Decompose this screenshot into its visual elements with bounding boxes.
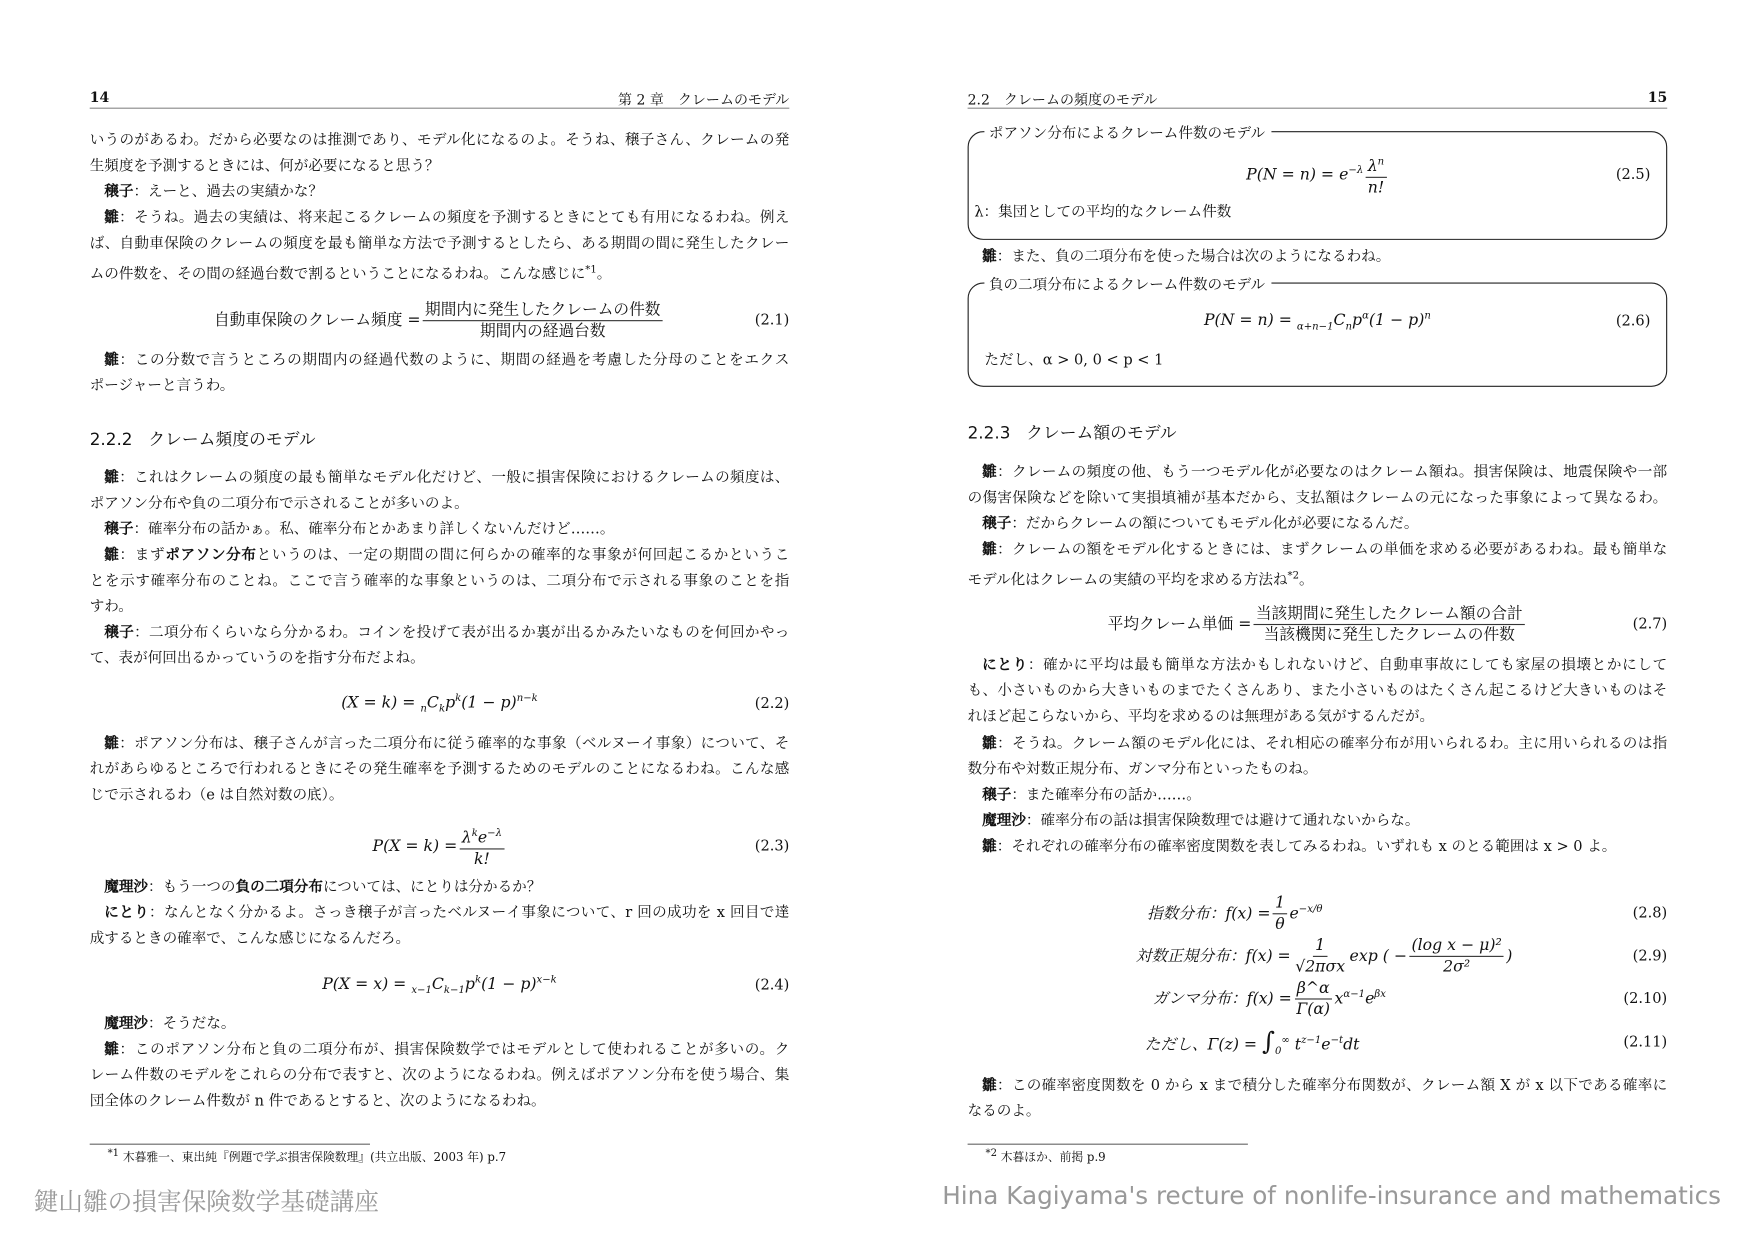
eq-part: n−k bbox=[516, 693, 538, 705]
eq-denominator: 当該機関に発生したクレームの件数 bbox=[1263, 626, 1515, 645]
equation-number: (2.4) bbox=[754, 977, 790, 994]
dialogue-line bbox=[104, 207, 789, 229]
speaker: 穣子 bbox=[104, 624, 135, 642]
eq-part: C bbox=[426, 693, 439, 712]
line-text: ：クレームの頻度の他、もう一つモデル化が必要なのはクレーム額ね。損害保険は、地震保険や一部 bbox=[997, 464, 1668, 481]
footnote-mark: *1 bbox=[107, 1148, 120, 1160]
footnote-ref[interactable]: *2 bbox=[1287, 570, 1300, 582]
eq-part: (X = k) = bbox=[341, 693, 421, 712]
footnote-rule bbox=[968, 1144, 1248, 1145]
speaker: 雛 bbox=[982, 248, 997, 266]
line-text: ：また確率分布の話か……。 bbox=[1011, 787, 1201, 804]
page-header bbox=[90, 87, 790, 108]
dialogue-line bbox=[104, 1014, 789, 1036]
eq-part: e bbox=[1321, 1036, 1331, 1055]
speaker: 雛 bbox=[104, 352, 120, 369]
speaker: にとり bbox=[982, 657, 1028, 674]
line-text: ：そうね。過去の実績は、将来起こるクレームの頻度を予測するときにとても有用になるわね。例え bbox=[119, 209, 790, 227]
equation-2-7 bbox=[968, 602, 1668, 647]
equation-2-4 bbox=[90, 963, 790, 1008]
dialogue-line bbox=[104, 877, 789, 899]
text-line: れほど起こらないから、平均を求めるのは無理がある気がするんだが。 bbox=[967, 708, 1435, 726]
line-text: ：ポアソン分布は、穣子さんが言った二項分布に従う確率的な事象（ベルヌーイ事象）について、そ bbox=[119, 735, 790, 753]
dialogue-line bbox=[982, 462, 1667, 484]
page-header bbox=[968, 87, 1668, 108]
line-text: ムの件数を、その間の経過台数で割るということになるわね。こんな感じに bbox=[89, 266, 586, 283]
right-page bbox=[968, 0, 1668, 1241]
eq-numerator: (log x − μ)² bbox=[1409, 936, 1504, 957]
page-number: 14 bbox=[89, 88, 110, 106]
line-text: ：確かに平均は最も簡単な方法かもしれないけど、自動車事故にしても家屋の損壊とかにして bbox=[1027, 657, 1668, 674]
equation-2-10 bbox=[968, 977, 1668, 1022]
speaker: 雛 bbox=[104, 469, 120, 487]
speaker: 穣子 bbox=[104, 183, 134, 201]
eq-part: C bbox=[431, 975, 444, 994]
equation-number: (2.5) bbox=[1615, 166, 1651, 184]
line-text: ：また、負の二項分布を使った場合は次のようになるわね。 bbox=[996, 248, 1391, 266]
section-title: クレーム額のモデル bbox=[1026, 422, 1177, 443]
equation-2-3 bbox=[90, 824, 790, 869]
eq-part: e bbox=[1365, 990, 1375, 1008]
eq-part: −t bbox=[1330, 1035, 1344, 1047]
line-text: モデル化はクレームの実績の平均を求める方法ね bbox=[967, 572, 1288, 589]
dialogue-line bbox=[982, 247, 1667, 269]
box-note: λ：集団としての平均的なクレーム件数 bbox=[974, 204, 1232, 221]
line-text: ：えーと、過去の実績かな？ bbox=[133, 183, 323, 201]
eq-part: n bbox=[420, 703, 427, 716]
eq-denominator: 期間内の経過台数 bbox=[479, 322, 606, 341]
watermark-left: 鍵山雛の損害保険数学基礎講座 bbox=[33, 1188, 379, 1217]
eq-part: k bbox=[455, 693, 462, 705]
speaker: 雛 bbox=[982, 1077, 998, 1095]
speaker: 雛 bbox=[982, 464, 998, 481]
equation-number: (2.1) bbox=[754, 312, 790, 330]
line-text: ：確率分布の話かぁ。私、確率分布とかあまり詳しくないんだけど……。 bbox=[133, 521, 615, 539]
dialogue-line bbox=[982, 811, 1667, 833]
footnote bbox=[108, 1148, 506, 1165]
speaker: 穣子 bbox=[982, 515, 1012, 533]
text-line: も、小さいものから大きいものまでたくさんあり、また小さいものはたくさん起こるけど大きいものはそ bbox=[967, 682, 1668, 700]
term-emphasis: 負の二項分布 bbox=[235, 879, 323, 896]
text-line: すわ。 bbox=[89, 598, 133, 616]
line-text: ：これはクレームの頻度の最も簡単なモデル化だけど、一般に損害保険におけるクレームの頻度は、 bbox=[119, 469, 790, 487]
eq-part: (1 − p) bbox=[481, 975, 537, 994]
text-line: 成するときの確率で、こんな感じになるんだろ。 bbox=[89, 930, 411, 948]
eq-part: z−1 bbox=[1301, 1035, 1322, 1047]
eq-lhs: 対数正規分布：f(x) = bbox=[1135, 947, 1291, 966]
eq-part: e bbox=[477, 828, 488, 847]
dialogue-line bbox=[104, 182, 789, 204]
eq-part: 0 bbox=[1274, 1045, 1282, 1058]
box-note: ただし、α > 0, 0 < p < 1 bbox=[984, 352, 1164, 369]
equation-number: (2.11) bbox=[1623, 1034, 1668, 1052]
line-text: ：クレームの額をモデル化するときには、まずクレームの単価を求める必要があるわね。最も簡単な bbox=[997, 541, 1668, 559]
eq-denominator: Γ(α) bbox=[1296, 1000, 1331, 1019]
eq-part: p bbox=[1352, 311, 1363, 330]
speaker: 雛 bbox=[104, 209, 120, 227]
eq-numerator: 当該期間に発生したクレーム額の合計 bbox=[1254, 604, 1525, 625]
speaker: にとり bbox=[104, 904, 150, 922]
text-line: の傷害保険などを除いて実損填補が基本だから、支払額はクレームの元になった事象によって異なるわ。 bbox=[967, 489, 1668, 507]
eq-denominator: θ bbox=[1275, 915, 1285, 934]
model-box-poisson bbox=[968, 125, 1668, 240]
text-line: なるのよ。 bbox=[967, 1103, 1041, 1121]
footnote-rule bbox=[90, 1144, 370, 1145]
speaker: 魔理沙 bbox=[104, 1015, 149, 1033]
eq-part: −λ bbox=[487, 828, 503, 840]
page-number: 15 bbox=[1647, 88, 1668, 106]
speaker: 穣子 bbox=[104, 521, 134, 539]
line-text: ：なんとなく分かるよ。さっき穣子が言ったベルヌーイ事象について、r 回の成功を x 回目で達 bbox=[149, 904, 790, 922]
dialogue-line bbox=[104, 1039, 789, 1061]
dialogue-line bbox=[982, 785, 1667, 807]
section-heading bbox=[90, 427, 316, 451]
eq-part: α−1 bbox=[1343, 989, 1366, 1001]
line-text: ：この分数で言うところの期間内の経過代数のように、期間の経過を考慮した分母のことをエクス bbox=[119, 352, 790, 369]
eq-part: k−1 bbox=[443, 985, 465, 997]
eq-part: −λ bbox=[1348, 165, 1364, 177]
eq-numerator: 1 bbox=[1273, 893, 1287, 914]
speaker: 雛 bbox=[104, 1041, 120, 1059]
line-text: ：そうね。クレーム額のモデル化には、それ相応の確率分布が用いられるわ。主に用いられるのは指 bbox=[997, 735, 1668, 753]
speaker: 魔理沙 bbox=[982, 812, 1026, 830]
running-head: 2.2 クレームの頻度のモデル bbox=[967, 90, 1158, 108]
text-line: 団全体のクレーム件数が n 件であるとすると、次のようになるわね。 bbox=[89, 1093, 546, 1110]
dialogue-line bbox=[104, 903, 789, 925]
eq-denominator: k! bbox=[473, 850, 490, 869]
line-text: 。 bbox=[1299, 572, 1314, 589]
eq-lhs: ただし、Γ(z) = bbox=[1144, 1036, 1258, 1055]
eq-part: ∞ bbox=[1281, 1035, 1290, 1047]
equation-2-11 bbox=[968, 1020, 1668, 1065]
eq-denominator: n! bbox=[1367, 178, 1385, 197]
dialogue-line bbox=[982, 514, 1667, 536]
speaker: 雛 bbox=[982, 541, 998, 559]
eq-numerator: 1 bbox=[1313, 936, 1327, 957]
eq-part: k bbox=[474, 974, 482, 986]
eq-part: (1 − p) bbox=[1368, 311, 1425, 330]
eq-part: k bbox=[471, 828, 478, 840]
text-line bbox=[90, 259, 790, 286]
eq-part: C bbox=[1333, 311, 1346, 330]
speaker: 魔理沙 bbox=[104, 879, 149, 896]
footnote-text: 木暮ほか、前掲 p.9 bbox=[1000, 1150, 1106, 1165]
eq-part: βx bbox=[1374, 989, 1386, 1001]
box-title: ポアソン分布によるクレーム件数のモデル bbox=[984, 121, 1271, 142]
running-head: 第 2 章 クレームのモデル bbox=[618, 90, 790, 108]
text-line: 生頻度を予測するときには、何が必要になると思う？ bbox=[89, 158, 440, 175]
eq-part: n bbox=[1345, 321, 1353, 333]
equation-2-5 bbox=[969, 152, 1666, 197]
eq-part: x−1 bbox=[411, 985, 432, 997]
eq-part: α+n−1 bbox=[1296, 321, 1334, 333]
text-line: レーム件数のモデルをこれらの分布で表すと、次のようになるわね。例えばポアソン分布を使う場合、集 bbox=[89, 1067, 790, 1085]
eq-part: (1 − p) bbox=[461, 693, 517, 712]
line-text: ：そうだな。 bbox=[148, 1015, 236, 1033]
section-title: クレーム頻度のモデル bbox=[148, 429, 316, 450]
eq-numerator: 期間内に発生したクレームの件数 bbox=[423, 300, 663, 321]
eq-denominator: √2πσx bbox=[1295, 958, 1346, 977]
eq-part: λ bbox=[1367, 157, 1378, 176]
eq-lhs: 平均クレーム単価 = bbox=[1107, 615, 1252, 634]
dialogue-line bbox=[104, 350, 789, 372]
line-text: ：二項分布くらいなら分かるわ。コインを投げて表が出るか裏が出るかみたいなものを何回かやっ bbox=[134, 624, 790, 642]
dialogue-line bbox=[104, 622, 789, 644]
text-line: ポージャーと言うわ。 bbox=[89, 377, 235, 395]
eq-part: x−k bbox=[536, 974, 557, 986]
dialogue-line bbox=[104, 468, 789, 490]
line-text: については、にとりは分かるか？ bbox=[322, 879, 542, 896]
equation-number: (2.9) bbox=[1632, 947, 1668, 965]
dialogue-line bbox=[104, 733, 789, 755]
section-number: 2.2.3 bbox=[967, 422, 1011, 443]
dialogue-line bbox=[982, 733, 1667, 755]
eq-part: α bbox=[1362, 310, 1369, 323]
eq-lhs: 指数分布：f(x) = bbox=[1146, 904, 1271, 923]
footnote bbox=[986, 1148, 1106, 1165]
footnote-mark: *2 bbox=[985, 1148, 998, 1160]
equation-number: (2.10) bbox=[1623, 990, 1668, 1008]
equation-2-8 bbox=[968, 891, 1668, 936]
footnote-ref[interactable]: *1 bbox=[585, 264, 597, 276]
equation-number: (2.8) bbox=[1632, 905, 1668, 923]
equation-2-9 bbox=[968, 934, 1668, 979]
section-number: 2.2.2 bbox=[89, 429, 133, 450]
speaker: 雛 bbox=[104, 735, 120, 753]
line-text: ：確率分布の話は損害保険数理では避けて通れないからな。 bbox=[1025, 812, 1420, 830]
box-title: 負の二項分布によるクレーム件数のモデル bbox=[984, 272, 1271, 293]
section-heading bbox=[968, 420, 1177, 444]
equation-2-6 bbox=[969, 299, 1666, 344]
speaker: 雛 bbox=[982, 838, 997, 856]
footnote-text: 木暮雅一、東出純『例題で学ぶ損害保険数理』(共立出版、2003 年) p.7 bbox=[122, 1150, 507, 1165]
term-emphasis: ポアソン分布 bbox=[165, 547, 257, 564]
eq-part: n bbox=[1377, 156, 1385, 168]
equation-number: (2.3) bbox=[754, 838, 790, 855]
speaker: 雛 bbox=[104, 547, 120, 564]
line-text: ：まず bbox=[119, 547, 166, 564]
text-line: ば、自動車保険のクレームの頻度を最も簡単な方法で予測するとしたら、ある期間の間に発生したクレー bbox=[89, 235, 790, 253]
eq-part: λ bbox=[461, 828, 472, 847]
eq-part: p bbox=[445, 693, 456, 712]
eq-part: k bbox=[438, 703, 446, 716]
equation-2-2 bbox=[90, 682, 790, 727]
equation-2-1 bbox=[90, 298, 790, 343]
eq-denominator: 2σ² bbox=[1443, 958, 1471, 977]
dialogue-line bbox=[104, 519, 789, 541]
model-box-negative-binomial bbox=[968, 276, 1668, 387]
integral-sign: ∫ bbox=[1262, 1028, 1275, 1057]
line-text: ：このポアソン分布と負の二項分布が、損害保険数学ではモデルとして使われることが多いの。ク bbox=[119, 1041, 790, 1059]
text-line: て、表が何回出るかっていうのを指す分布だよね。 bbox=[89, 650, 425, 668]
watermark-right: Hina Kagiyama's recture of nonlife-insurance and mathematics bbox=[942, 1182, 1722, 1211]
line-text: ：この確率密度関数を 0 から x まで積分した確率分布関数が、クレーム額 X が x 以下である確率に bbox=[997, 1077, 1668, 1095]
eq-lhs: ガンマ分布：f(x) = bbox=[1152, 990, 1292, 1008]
dialogue-line bbox=[982, 539, 1667, 561]
eq-part: P(X = x) = bbox=[322, 975, 412, 994]
line-text: ：だからクレームの額についてもモデル化が必要になるんだ。 bbox=[1011, 515, 1419, 533]
text-line: とを示す確率分布のことね。ここで言う確率的な事象というのは、二項分布で示される事象のことを指 bbox=[89, 572, 790, 590]
eq-part: x bbox=[1334, 990, 1344, 1008]
eq-part: dt bbox=[1343, 1036, 1360, 1055]
dialogue-line bbox=[982, 1075, 1667, 1097]
eq-part: p bbox=[464, 975, 475, 994]
dialogue-line bbox=[982, 836, 1667, 858]
left-page bbox=[90, 0, 790, 1241]
eq-part: n bbox=[1424, 310, 1431, 323]
eq-part: t bbox=[1294, 1036, 1302, 1055]
eq-part: exp ( − bbox=[1349, 947, 1408, 966]
eq-lhs: 自動車保険のクレーム頻度 = bbox=[214, 311, 421, 330]
line-text: というのは、一定の期間の間に何らかの確率的な事象が何回起こるかというこ bbox=[256, 547, 790, 564]
eq-part: e bbox=[1289, 904, 1299, 923]
equation-number: (2.7) bbox=[1632, 616, 1668, 633]
line-text: ：それぞれの確率分布の確率密度関数を表してみるわね。いずれも x のとる範囲は x > 0 よ。 bbox=[996, 838, 1617, 856]
line-text: ：もう一つの bbox=[148, 879, 236, 896]
text-line: 数分布や対数正規分布、ガンマ分布といったものね。 bbox=[967, 761, 1318, 779]
eq-part: P(N = n) = e bbox=[1246, 165, 1349, 184]
speaker: 雛 bbox=[982, 735, 998, 753]
eq-part: P(N = n) = bbox=[1203, 311, 1297, 330]
text-line bbox=[968, 565, 1668, 592]
text-line: れがあらゆるところで行われるときにその発生確率を予測するためのモデルのことになるわね。こんな感 bbox=[89, 761, 790, 779]
eq-part: −x/θ bbox=[1298, 904, 1323, 916]
speaker: 穣子 bbox=[982, 787, 1012, 804]
text-line: ポアソン分布や負の二項分布で示されることが多いのよ。 bbox=[89, 495, 469, 513]
equation-number: (2.6) bbox=[1615, 313, 1651, 331]
equation-number: (2.2) bbox=[754, 695, 790, 713]
text-line: いうのがあるわ。だから必要なのは推測であり、モデル化になるのよ。そうね、穣子さん、クレームの発 bbox=[89, 132, 790, 150]
line-text: 。 bbox=[596, 266, 612, 283]
dialogue-line bbox=[982, 655, 1667, 677]
eq-part: ) bbox=[1506, 947, 1513, 966]
dialogue-line bbox=[104, 545, 789, 567]
eq-numerator: β^α bbox=[1295, 978, 1332, 999]
eq-lhs: P(X = k) = bbox=[372, 837, 458, 856]
text-line: じで示されるわ（e は自然対数の底）。 bbox=[89, 787, 344, 804]
